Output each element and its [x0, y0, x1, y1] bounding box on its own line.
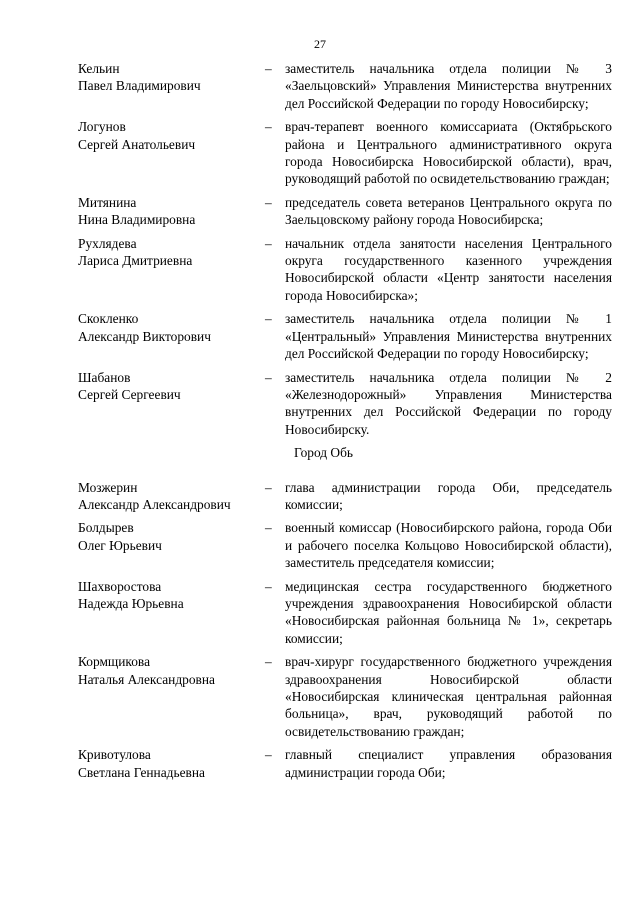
commission-list: [0, 60, 640, 787]
member-given-names: Надежда Юрьевна: [78, 595, 184, 611]
member-given-names: Александр Викторович: [78, 328, 211, 344]
member-entry: [0, 118, 640, 188]
member-surname: Мозжерин: [78, 479, 138, 495]
member-entry: [0, 578, 640, 648]
member-entry: [0, 235, 640, 305]
member-given-names: Сергей Анатольевич: [78, 136, 196, 152]
member-given-names: Нина Владимировна: [78, 212, 196, 228]
dash-separator: –: [265, 520, 272, 536]
member-entry: [0, 653, 640, 740]
member-entry: [0, 369, 640, 439]
member-name: [78, 479, 263, 514]
member-entry: [0, 746, 640, 781]
member-description: медицинская сестра государственного бюджетного учреждения здравоохранения Новосибирской области «Новосибирская районная больница № 1», секретарь комиссии;: [285, 578, 612, 646]
member-entry: [0, 60, 640, 112]
member-name: [78, 310, 263, 345]
dash-separator: –: [265, 119, 272, 135]
member-entry: [0, 479, 640, 514]
member-entry: [0, 519, 640, 571]
dash-separator: –: [265, 369, 272, 385]
member-given-names: Сергей Сергеевич: [78, 386, 181, 402]
member-description: председатель совета ветеранов Центрального округа по Заельцовскому району города Новосибирска;: [285, 194, 612, 228]
member-description: начальник отдела занятости населения Центрального округа государственного казенного учреждения Новосибирской области «Центр занятости населения города Новосибирска»;: [285, 235, 612, 303]
dash-separator: –: [265, 578, 272, 594]
member-name: [78, 653, 263, 688]
member-name: [78, 746, 263, 781]
member-surname: Митянина: [78, 194, 137, 210]
member-description: военный комиссар (Новосибирского района, города Оби и рабочего поселка Кольцово Новосибирской области), заместитель председателя комиссии;: [285, 520, 612, 571]
member-surname: Кормщикова: [78, 654, 151, 670]
dash-separator: –: [265, 311, 272, 327]
member-surname: Рухлядева: [78, 235, 137, 251]
member-surname: Кривотулова: [78, 747, 151, 763]
member-given-names: Олег Юрьевич: [78, 537, 162, 553]
member-surname: Шабанов: [78, 369, 131, 385]
member-surname: Шахворостова: [78, 578, 162, 594]
member-name: [78, 60, 263, 95]
member-description: заместитель начальника отдела полиции № 2 «Железнодорожный» Управления Министерства внутренних дел Российской Федерации по городу Новосибирску.: [285, 369, 612, 437]
member-given-names: Павел Владимирович: [78, 78, 201, 94]
dash-separator: –: [265, 61, 272, 76]
entries-ob: [0, 479, 640, 782]
member-description: заместитель начальника отдела полиции № 1 «Центральный» Управления Министерства внутренних дел Российской Федерации по городу Новосибирску;: [285, 311, 612, 362]
member-description: главный специалист управления образования администрации города Оби;: [285, 747, 612, 780]
member-name: [78, 118, 263, 153]
member-entry: [0, 194, 640, 229]
member-given-names: Лариса Дмитриевна: [78, 253, 193, 269]
section-heading-ob: Город Обь: [294, 445, 354, 461]
member-name: [78, 369, 263, 404]
member-description: глава администрации города Оби, председатель комиссии;: [285, 479, 612, 512]
dash-separator: –: [265, 194, 272, 210]
page-number: 27: [314, 37, 326, 51]
member-description: заместитель начальника отдела полиции № 3 «Заельцовский» Управления Министерства внутренних дел Российской Федерации по городу Новосибирску;: [285, 61, 612, 111]
member-name: [78, 519, 263, 554]
member-given-names: Александр Александрович: [78, 496, 231, 512]
dash-separator: –: [265, 235, 272, 251]
entries-novosibirsk: [0, 60, 640, 438]
dash-separator: –: [265, 654, 272, 670]
dash-separator: –: [265, 479, 272, 495]
member-entry: [0, 310, 640, 362]
member-surname: Болдырев: [78, 520, 134, 536]
member-surname: Кельин: [78, 61, 120, 76]
member-name: [78, 194, 263, 229]
member-name: [78, 578, 263, 613]
member-description: врач-хирург государственного бюджетного учреждения здравоохранения Новосибирской области «Новосибирская клиническая центральная районная больница», врач, руководящий работой по освидетельствованию граждан;: [285, 654, 612, 739]
member-name: [78, 235, 263, 270]
dash-separator: –: [265, 747, 272, 763]
member-surname: Скокленко: [78, 311, 139, 327]
member-given-names: Наталья Александровна: [78, 671, 215, 687]
member-given-names: Светлана Геннадьевна: [78, 764, 205, 780]
member-surname: Логунов: [78, 119, 126, 135]
member-description: врач-терапевт военного комиссариата (Октябрьского района и Центрального административного округа города Новосибирска Новосибирской области), врач, руководящий работой по освидетельствованию граждан;: [285, 119, 612, 187]
